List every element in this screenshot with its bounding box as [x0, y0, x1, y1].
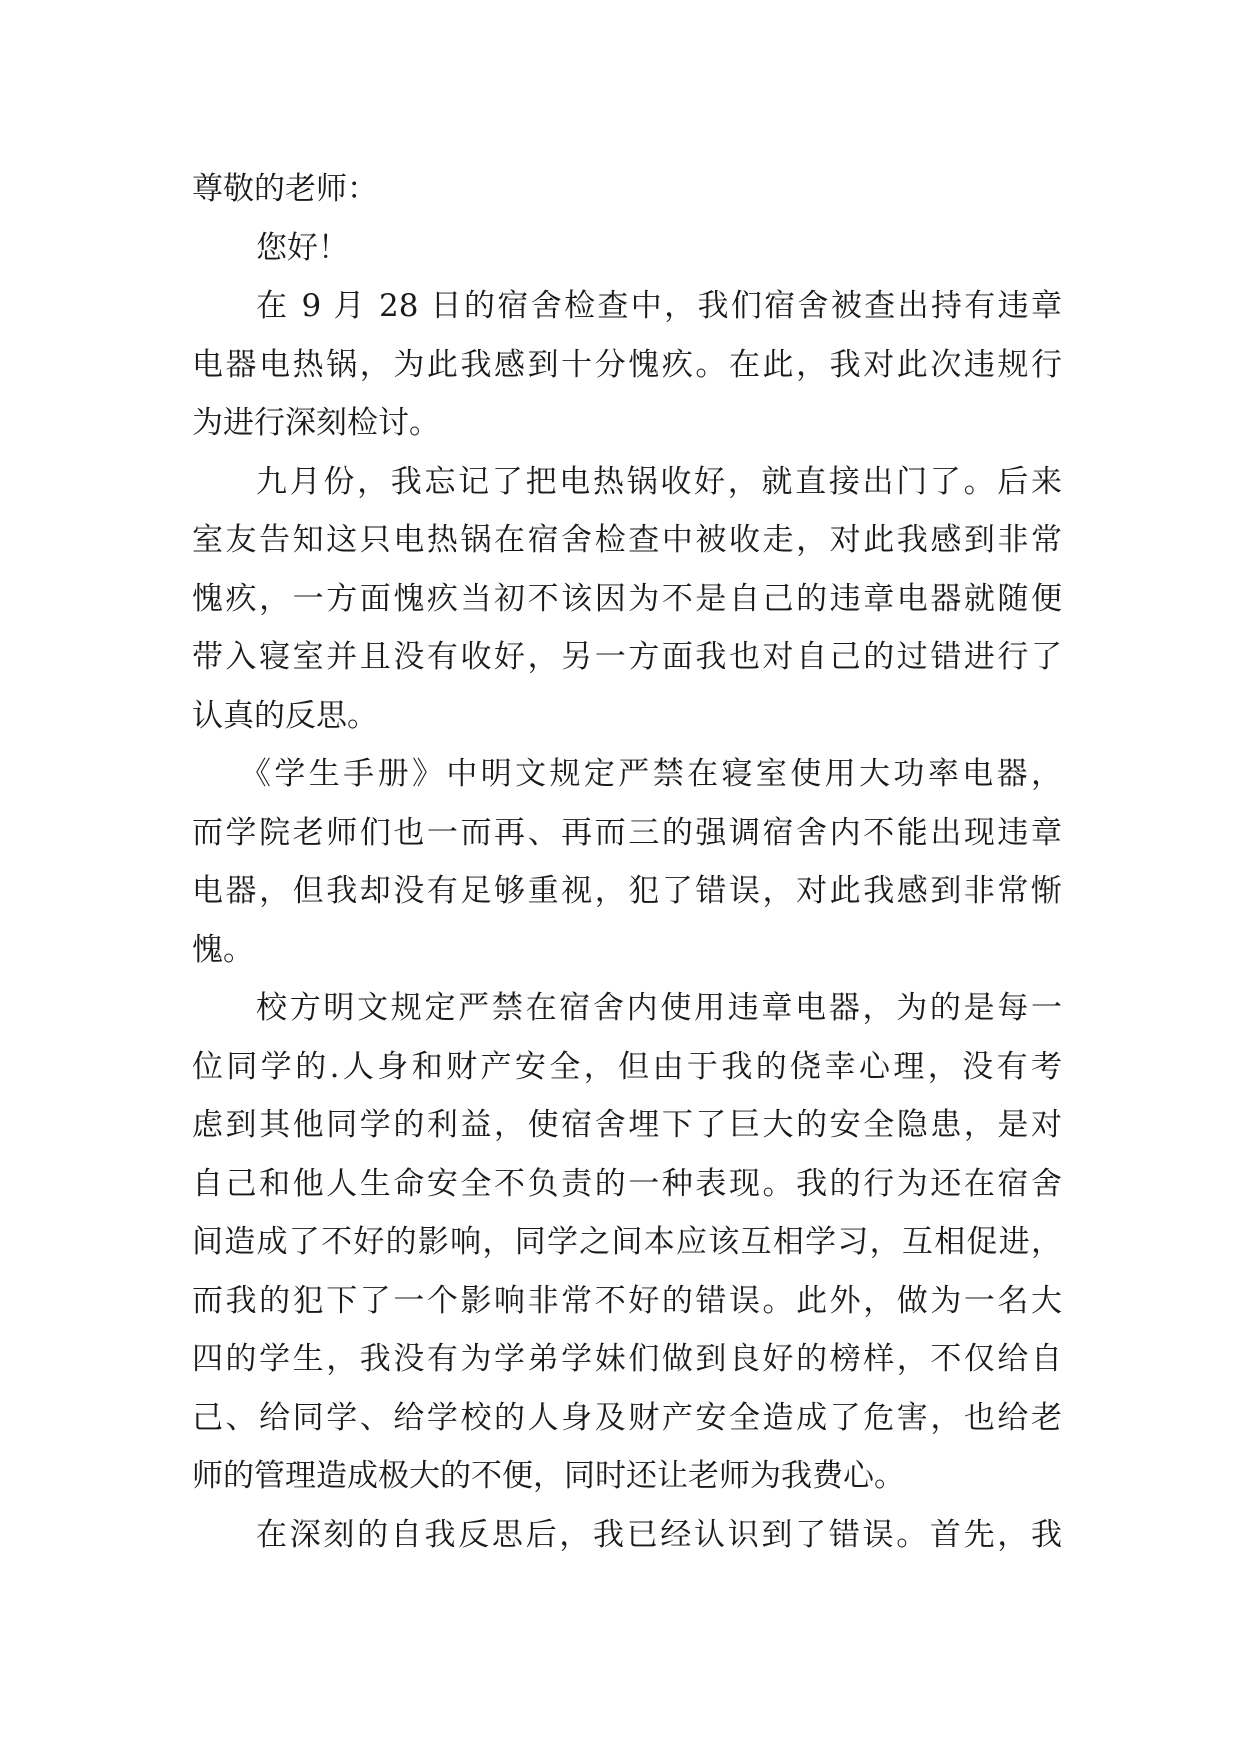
salutation: 尊敬的老师：: [192, 171, 378, 207]
paragraph-4-line-8: 己、给同学、给学校的人身及财产安全造成了危害，也给老: [192, 1399, 1062, 1436]
paragraph-2-line-4: 带入寝室并且没有收好，另一方面我也对自己的过错进行了: [192, 639, 1062, 675]
paragraph-2-line-2: 室友告知这只电热锅在宿舍检查中被收走，对此我感到非常: [192, 522, 1062, 558]
paragraph-2-line-5: 认真的反思。: [192, 697, 378, 734]
greeting: 您好！: [256, 229, 349, 266]
paragraph-2-line-3: 愧疚，一方面愧疚当初不该因为不是自己的违章电器就随便: [192, 580, 1062, 617]
paragraph-4-line-5: 间造成了不好的影响，同学之间本应该互相学习，互相促进，: [192, 1224, 1062, 1260]
paragraph-4-line-9: 师的管理造成极大的不便，同时还让老师为我费心。: [192, 1458, 905, 1494]
paragraph-4-line-6: 而我的犯下了一个影响非常不好的错误。此外，做为一名大: [192, 1282, 1062, 1319]
paragraph-2-line-1: 九月份，我忘记了把电热锅收好，就直接出门了。后来: [256, 463, 1062, 500]
paragraph-4-line-3: 虑到其他同学的利益，使宿舍埋下了巨大的安全隐患，是对: [192, 1107, 1062, 1143]
paragraph-3-line-4: 愧。: [192, 931, 254, 968]
paragraph-4-line-7: 四的学生，我没有为学弟学妹们做到良好的榜样，不仅给自: [192, 1341, 1062, 1377]
paragraph-1-line-2: 电器电热锅，为此我感到十分愧疚。在此，我对此次违规行: [192, 346, 1062, 383]
paragraph-3-line-1: 《学生手册》中明文规定严禁在寝室使用大功率电器，: [240, 756, 1062, 792]
paragraph-5-line-1: 在深刻的自我反思后，我已经认识到了错误。首先，我: [256, 1516, 1062, 1553]
paragraph-1-line-3: 为进行深刻检讨。: [192, 405, 440, 441]
paragraph-4-line-4: 自己和他人生命安全不负责的一种表现。我的行为还在宿舍: [192, 1165, 1062, 1202]
paragraph-3-line-2: 而学院老师们也一而再、再而三的强调宿舍内不能出现违章: [192, 814, 1062, 851]
paragraph-1-line-1: 在 9 月 28 日的宿舍检查中，我们宿舍被查出持有违章: [256, 288, 1062, 324]
paragraph-4-line-2: 位同学的.人身和财产安全，但由于我的侥幸心理，没有考: [192, 1048, 1062, 1085]
letter-body: [192, 160, 1062, 1564]
paragraph-3-line-3: 电器，但我却没有足够重视，犯了错误，对此我感到非常惭: [192, 873, 1062, 909]
paragraph-4-line-1: 校方明文规定严禁在宿舍内使用违章电器，为的是每一: [256, 990, 1062, 1026]
